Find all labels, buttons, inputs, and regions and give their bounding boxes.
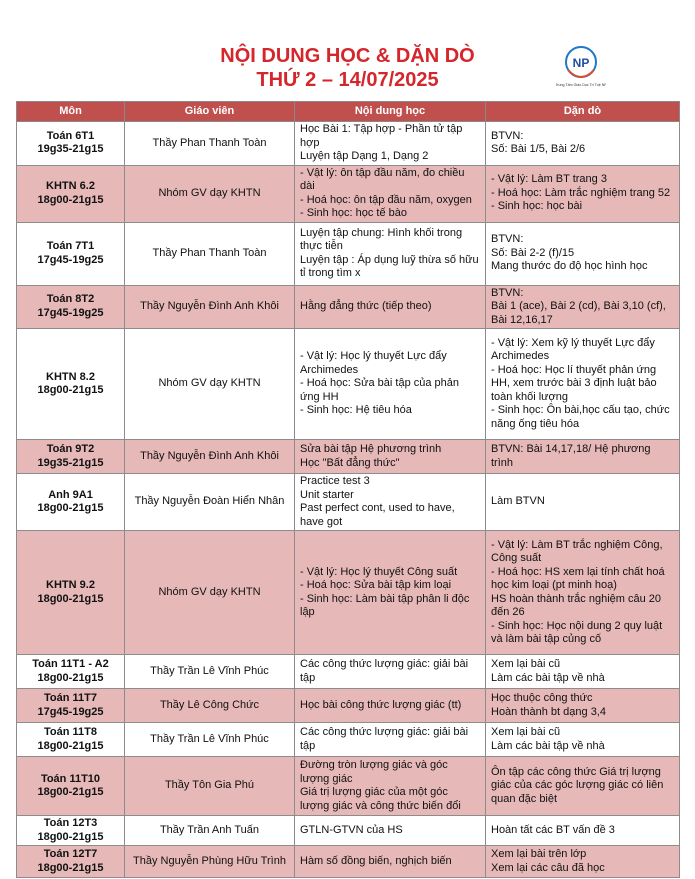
content-cell-line: - Vật lý: ôn tập đầu năm, đo chiều dài	[300, 166, 465, 192]
content-cell-line: Các công thức lượng giác: giải bài tập	[300, 726, 469, 752]
table-row	[17, 723, 680, 757]
subject-cell-line: 18g00-21g15	[37, 384, 104, 396]
subject-cell-line: Toán 9T2	[46, 443, 95, 455]
teacher-cell: Nhóm GV dạy KHTN	[125, 531, 295, 655]
homework-cell	[486, 285, 680, 329]
content-cell-line: - Sinh học: học tế bào	[300, 207, 408, 219]
homework-cell-line: Xem lại bài cũ	[491, 726, 561, 738]
homework-cell	[486, 531, 680, 655]
teacher-cell: Thầy Phan Thanh Toàn	[125, 222, 295, 285]
table-row	[17, 222, 680, 285]
homework-cell-line: Số: Bài 2-2 (f)/15	[491, 246, 575, 259]
subject-cell	[17, 165, 125, 222]
schedule-table	[16, 101, 680, 878]
content-cell-line: - Hoá học: ôn tập đầu năm, oxygen	[300, 193, 472, 206]
subject-cell-line: Toán 12T7	[43, 848, 98, 860]
subject-cell	[17, 122, 125, 166]
logo-caption: Trung Tâm Giáo Dục Trí Tuệ NP	[556, 83, 606, 87]
table-row	[17, 655, 680, 689]
table-row	[17, 285, 680, 329]
homework-cell-line: - Vật lý: Làm BT trắc nghiệm Công, Công suất	[491, 538, 663, 564]
content-cell-line: Học "Bất đẳng thức"	[300, 456, 400, 469]
homework-cell	[486, 222, 680, 285]
homework-cell	[486, 474, 680, 531]
subject-cell-line: 18g00-21g15	[37, 671, 104, 684]
content-cell	[295, 723, 486, 757]
content-cell	[295, 329, 486, 440]
teacher-cell: Thầy Nguyễn Đình Anh Khôi	[125, 285, 295, 329]
homework-cell-line: Xem lại bài cũ	[491, 658, 561, 670]
homework-cell-line: Ôn tập các công thức Giá trị lượng giác của các góc lượng giác có liên quan đặc biệt	[491, 765, 664, 805]
table-row	[17, 329, 680, 440]
subject-cell-line: 19g35-21g15	[37, 143, 104, 156]
content-cell	[295, 222, 486, 285]
homework-cell-line: Mang thước đo độ học hình học	[491, 260, 648, 273]
table-row	[17, 816, 680, 846]
subject-cell	[17, 655, 125, 689]
homework-cell-line: Xem lại các câu đã học	[491, 861, 605, 874]
content-cell-line: - Vật lý: Học lý thuyết Công suất	[300, 565, 458, 578]
subject-cell	[17, 531, 125, 655]
teacher-cell: Thầy Nguyễn Đình Anh Khôi	[125, 440, 295, 474]
content-cell	[295, 440, 486, 474]
teacher-cell: Thầy Lê Công Chức	[125, 689, 295, 723]
subject-cell-line: Toán 11T8	[44, 726, 97, 738]
homework-cell-line: - Hoá học: Học lí thuyết phản ứng HH, xem trước bài 3 định luật bảo toàn khối lượng	[491, 363, 657, 403]
subject-cell-line: Anh 9A1	[48, 488, 93, 501]
subject-cell-line: 18g00-21g15	[37, 739, 104, 752]
content-cell-line: Giá trị lượng giác của một góc lượng giác và công thức biến đổi	[300, 786, 461, 812]
homework-cell-line: HS hoàn thành trắc nghiệm câu 20 đến 26	[491, 592, 662, 618]
subject-cell	[17, 329, 125, 440]
np-logo	[556, 44, 606, 88]
subject-cell-line: 18g00-21g15	[37, 193, 104, 206]
content-cell	[295, 122, 486, 166]
content-cell	[295, 655, 486, 689]
homework-cell-line: - Vật lý: Xem kỹ lý thuyết Lực đẩy Archimedes	[491, 336, 655, 363]
content-cell	[295, 846, 486, 878]
homework-cell-line: Hoàn tất các BT vấn đề 3	[491, 823, 615, 836]
content-cell-line: - Sinh học: Làm bài tập phân li độc lập	[300, 592, 470, 618]
subject-cell	[17, 440, 125, 474]
content-cell-line: Các công thức lượng giác: giải bài tập	[300, 658, 469, 684]
document-date: THỨ 2 – 14/07/2025	[256, 69, 439, 91]
homework-cell	[486, 440, 680, 474]
header-dan-do: Dặn dò	[486, 102, 680, 122]
subject-cell-line: Toán 11T10	[40, 772, 101, 785]
homework-cell-line: Làm các bài tập về nhà	[491, 739, 605, 752]
homework-cell	[486, 816, 680, 846]
table-row	[17, 757, 680, 816]
teacher-cell: Thầy Tôn Gia Phú	[125, 757, 295, 816]
table-row	[17, 440, 680, 474]
header-giao-vien: Giáo viên	[125, 102, 295, 122]
content-cell	[295, 531, 486, 655]
content-cell-line: Luyện tập chung: Hình khối trong thực tiễn	[300, 226, 463, 252]
content-cell	[295, 757, 486, 816]
content-cell-line: Luyện tập : Áp dụng luỹ thừa số hữu tỉ trong tìm x	[300, 253, 479, 279]
teacher-cell: Thầy Nguyễn Phùng Hữu Trình	[125, 846, 295, 878]
logo-mark: NP	[572, 56, 590, 70]
subject-cell-line: 18g00-21g15	[37, 592, 104, 605]
subject-cell-line: Toán 11T1 - A2	[32, 658, 109, 670]
content-cell-line: Hàm số đồng biến, nghịch biến	[300, 854, 452, 867]
teacher-cell: Nhóm GV dạy KHTN	[125, 329, 295, 440]
subject-cell-line: 17g45-19g25	[37, 306, 104, 319]
homework-cell	[486, 122, 680, 166]
subject-cell-line: 18g00-21g15	[37, 502, 104, 514]
subject-cell-line: Toán 6T1	[46, 129, 95, 142]
content-cell-line: - Vật lý: Học lý thuyết Lực đẩy Archimedes	[300, 350, 447, 376]
content-cell	[295, 816, 486, 846]
content-cell-line: Hằng đẳng thức (tiếp theo)	[300, 300, 432, 312]
content-cell-line: - Hoá học: Sửa bài tập kim loại	[300, 579, 452, 591]
content-cell	[295, 285, 486, 329]
homework-cell-line: - Hoá học: Làm trắc nghiệm trang 52	[491, 186, 671, 199]
homework-cell-line: - Sinh học: học bài	[491, 200, 583, 213]
content-cell	[295, 689, 486, 723]
subject-cell-line: Toán 8T2	[46, 293, 95, 306]
homework-cell	[486, 165, 680, 222]
subject-cell-line: KHTN 6.2	[46, 180, 95, 192]
teacher-cell: Thầy Trần Lê Vĩnh Phúc	[125, 723, 295, 757]
homework-cell-line: BTVN: Bài 14,17,18/ Hệ phương trình	[491, 443, 651, 469]
subject-cell	[17, 474, 125, 531]
content-cell-line: Học bài công thức lượng giác (tt)	[300, 698, 462, 711]
homework-cell-line: - Vật lý: Làm BT trang 3	[491, 173, 607, 186]
homework-cell	[486, 846, 680, 878]
subject-cell-line: 18g00-21g15	[37, 830, 104, 843]
homework-cell-line: Hoàn thành bt dạng 3,4	[491, 705, 606, 718]
subject-cell-line: Toán 7T1	[46, 240, 95, 252]
subject-cell	[17, 723, 125, 757]
homework-cell-line: Bài 1 (ace), Bài 2 (cd), Bài 3,10 (cf), Bài 12,16,17	[491, 300, 666, 326]
subject-cell-line: KHTN 8.2	[46, 370, 95, 383]
content-cell-line: Học Bài 1: Tập hợp - Phần tử tập hợp	[300, 123, 463, 149]
homework-cell-line: BTVN:	[491, 286, 524, 299]
content-cell-line: - Hoá học: Sửa bài tập của phản ứng HH	[300, 377, 460, 403]
header-mon: Môn	[17, 102, 125, 122]
subject-cell-line: Toán 12T3	[43, 817, 98, 829]
table-row	[17, 165, 680, 222]
subject-cell-line: 17g45-19g25	[37, 253, 104, 266]
header-noi-dung: Nội dung học	[295, 102, 486, 122]
subject-cell-line: KHTN 9.2	[46, 579, 95, 591]
homework-cell	[486, 655, 680, 689]
content-cell-line: Practice test 3	[300, 475, 370, 487]
homework-cell-line: Số: Bài 1/5, Bài 2/6	[491, 143, 586, 156]
homework-cell-line: Làm các bài tập về nhà	[491, 671, 605, 684]
homework-cell-line: Làm BTVN	[491, 495, 545, 508]
content-cell-line: Đường tròn lượng giác và góc lượng giác	[300, 759, 448, 785]
subject-cell-line: Toán 11T7	[44, 692, 97, 704]
homework-cell-line: - Hoá học: HS xem lại tính chất hoá học kim loại (pt minh hoạ)	[491, 565, 665, 591]
subject-cell-line: 18g00-21g15	[37, 861, 104, 874]
teacher-cell: Nhóm GV dạy KHTN	[125, 165, 295, 222]
content-cell	[295, 474, 486, 531]
teacher-cell: Thầy Nguyễn Đoàn Hiển Nhân	[125, 474, 295, 531]
homework-cell-line: - Sinh học: Học nội dung 2 quy luật và làm bài tập củng cố	[491, 619, 663, 645]
homework-cell-line: BTVN:	[491, 129, 524, 142]
subject-cell	[17, 816, 125, 846]
homework-cell	[486, 689, 680, 723]
teacher-cell: Thầy Phan Thanh Toàn	[125, 122, 295, 166]
content-cell-line: Unit starter	[300, 488, 354, 501]
subject-cell	[17, 689, 125, 723]
table-row	[17, 122, 680, 166]
teacher-cell: Thầy Trần Lê Vĩnh Phúc	[125, 655, 295, 689]
table-row	[17, 689, 680, 723]
homework-cell	[486, 723, 680, 757]
homework-cell-line: Xem lại bài trên lớp	[491, 848, 587, 860]
homework-cell	[486, 757, 680, 816]
content-cell-line: Sửa bài tập Hệ phương trình	[300, 443, 442, 455]
document-title: NỘI DUNG HỌC & DẶN DÒ	[220, 45, 475, 67]
homework-cell-line: BTVN:	[491, 233, 524, 246]
subject-cell-line: 19g35-21g15	[37, 456, 104, 469]
subject-cell-line: 17g45-19g25	[37, 705, 104, 718]
subject-cell	[17, 846, 125, 878]
subject-cell	[17, 757, 125, 816]
subject-cell	[17, 285, 125, 329]
subject-cell-line: 18g00-21g15	[37, 786, 104, 798]
teacher-cell: Thầy Trần Anh Tuấn	[125, 816, 295, 846]
table-header-row	[17, 102, 680, 122]
content-cell	[295, 165, 486, 222]
table-row	[17, 474, 680, 531]
table-row	[17, 846, 680, 878]
content-cell-line: Past perfect cont, used to have, have got	[300, 502, 455, 528]
homework-cell	[486, 329, 680, 440]
subject-cell	[17, 222, 125, 285]
content-cell-line: Luyện tập Dạng 1, Dạng 2	[300, 150, 429, 162]
content-cell-line: - Sinh học: Hệ tiêu hóa	[300, 404, 412, 417]
homework-cell-line: Học thuộc công thức	[491, 692, 593, 704]
content-cell-line: GTLN-GTVN của HS	[300, 823, 403, 836]
homework-cell-line: - Sinh học: Ôn bài,học cấu tạo, chức năng ống tiêu hóa	[491, 404, 670, 430]
table-row	[17, 531, 680, 655]
